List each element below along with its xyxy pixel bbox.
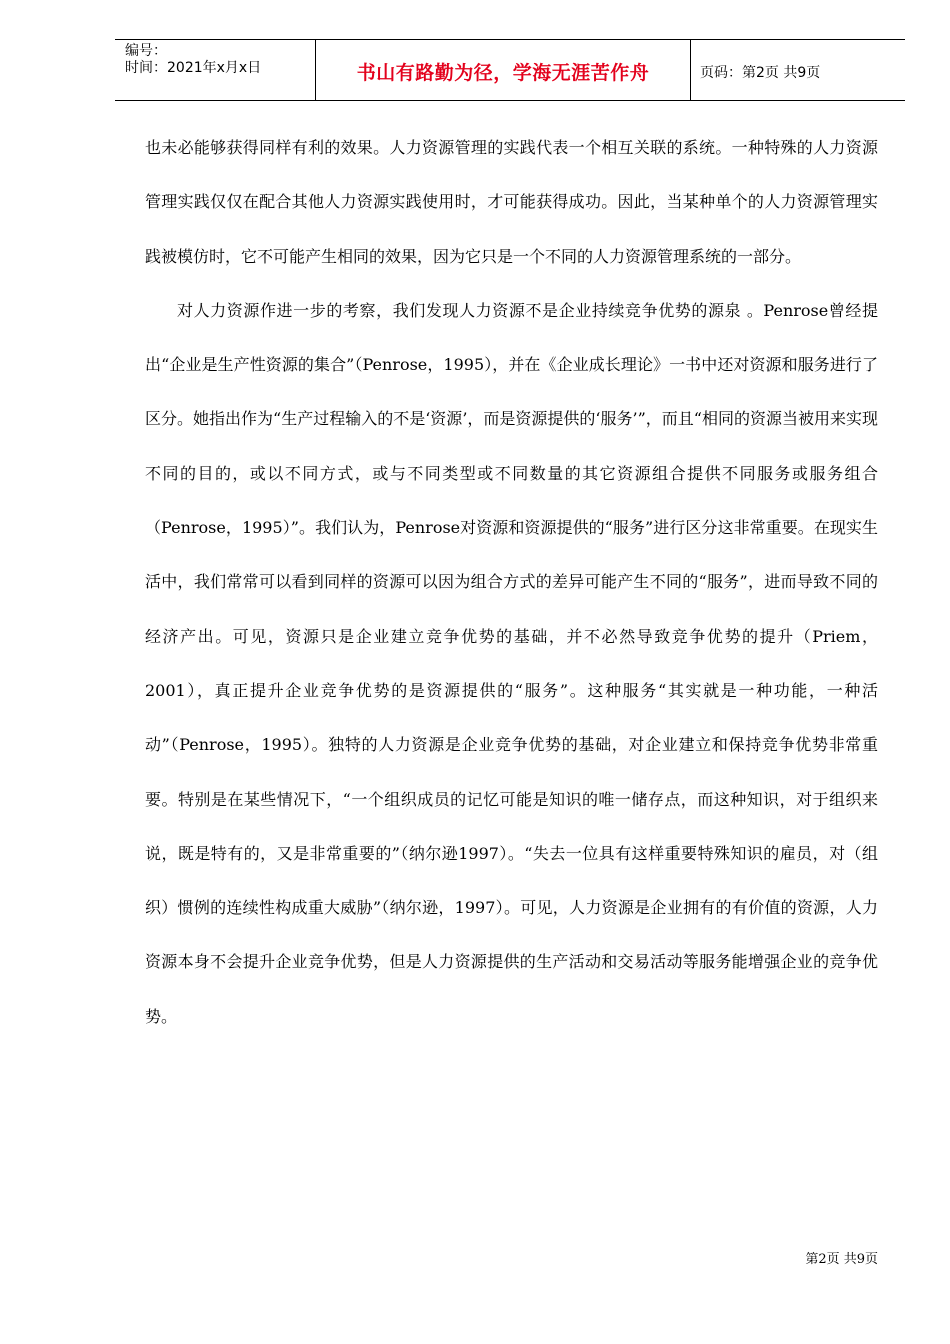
body-paragraph: 对人力资源作进一步的考察，我们发现人力资源不是企业持续竞争优势的源泉 。Penrose曾经提出“企业是生产性资源的集合”（Penrose，1995），并在《企业成长理论》一书中还对资源和服务进行了区分。她指出作为“生产过程输入的不是‘资源’，而是资源提供的‘服务’”，而且“相同的资源当被用来实现不同的目的，或以不同方式，或与不同类型或不同数量的其它资源组合提供不同服务或服务组合（Penrose，1995）”。我们认为，Penrose对资源和资源提供的“服务”进行区分这非常重要。在现实生活中，我们常常可以看到同样的资源可以因为组合方式的差异可能产生不同的“服务”，进而导致不同的经济产出。可见，资源只是企业建立竞争优势的基础，并不必然导致竞争优势的提升（Priem，2001），真正提升企业竞争优势的是资源提供的“服务”。这种服务“其实就是一种功能，一种活动”（Penrose，1995）。独特的人力资源是企业竞争优势的基础，对企业建立和保持竞争优势非常重要。特别是在某些情况下，“一个组织成员的记忆可能是知识的唯一储存点，而这种知识，对于组织来说，既是特有的，又是非常重要的”（纳尔逊1997）。“失去一位具有这样重要特殊知识的雇员，对（组织）惯例的连续性构成重大威胁”（纳尔逊，1997）。可见，人力资源是企业拥有的有价值的资源，人力资源本身不会提升企业竞争优势，但是人力资源提供的生产活动和交易活动等服务能增强企业的竞争优势。: [145, 300, 878, 1026]
document-number-label: 编号：: [125, 43, 167, 59]
header-page-cell: [690, 40, 905, 100]
header-page-number: 页码：第2页 共9页: [700, 65, 821, 81]
header-meta: [115, 40, 315, 100]
header-motto-cell: [315, 40, 691, 100]
page-header: [115, 39, 905, 101]
body-paragraph: 也未必能够获得同样有利的效果。人力资源管理的实践代表一个相互关联的系统。一种特殊的人力资源管理实践仅仅在配合其他人力资源实践使用时，才可能获得成功。因此，当某种单个的人力资源管理实践被模仿时，它不可能产生相同的效果，因为它只是一个不同的人力资源管理系统的一部分。: [145, 138, 878, 266]
document-body: [145, 121, 878, 1044]
page-footer: 第2页 共9页: [805, 1252, 878, 1267]
document-date-label: 时间：2021年x月x日: [125, 60, 262, 76]
header-motto: 书山有路勤为径，学海无涯苦作舟: [356, 62, 650, 84]
